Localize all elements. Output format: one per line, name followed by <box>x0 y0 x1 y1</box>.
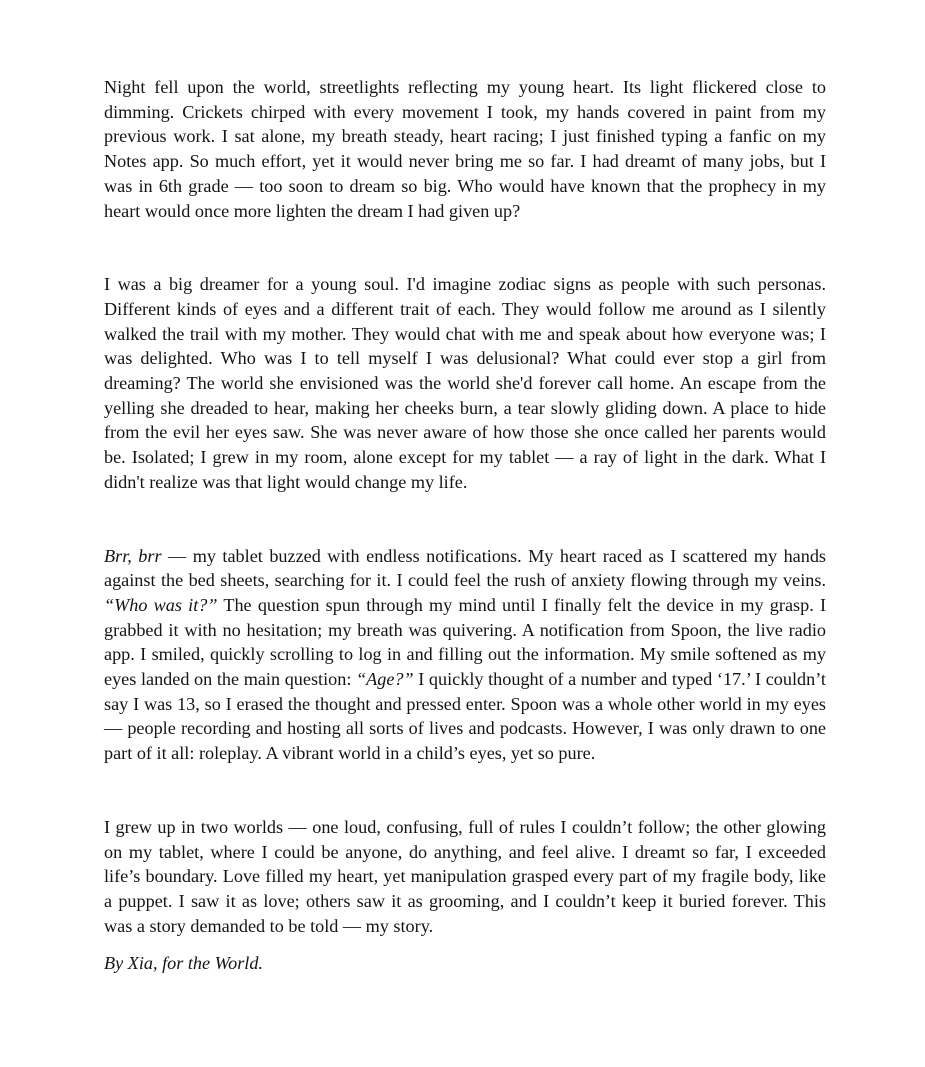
italic-phrase-brr: Brr, brr <box>104 545 162 566</box>
paragraph-3-text-c: I quickly thought of a number and typed ‘17.’ I couldn’t say I was 13, so I erased the thought and pressed enter. Spoon was a whole other world in my eyes — people recording and hosting all sorts of lives and podcasts. However, I was only drawn to one part of it all: roleplay. A vibrant world in a child’s eyes, yet so pure. <box>104 669 826 764</box>
signature-text: By Xia, for the World. <box>104 953 263 974</box>
paragraph-3-text-a: — my tablet buzzed with endless notifications. My heart raced as I scattered my hands against the bed sheets, searching for it. I could feel the rush of anxiety flowing through my veins. <box>104 545 827 591</box>
paragraph-spacer <box>104 938 826 951</box>
paragraph-2: I was a big dreamer for a young soul. I'd imagine zodiac signs as people with such personas. Different kinds of eyes and a different trait of each. They would follow me around as I silently walked the trail with my mother. They would chat with me and speak about how everyone was; I was delighted. Who was I to tell myself I was delusional? What could ever stop a girl from dreaming? The world she envisioned was the world she'd forever call home. An escape from the yelling she dreaded to hear, making her cheeks burn, a tear slowly gliding down. A place to hide from the evil her eyes saw. She was never aware of how those she once called her parents would be. Isolated; I grew in my room, alone except for my tablet — a ray of light in the dark. What I didn't realize was that light would change my life. <box>104 274 826 492</box>
italic-phrase-who-was-it: “Who was it?” <box>104 594 218 615</box>
paragraph-spacer <box>104 223 826 272</box>
document-page <box>104 75 826 976</box>
paragraph-4: I grew up in two worlds — one loud, confusing, full of rules I couldn’t follow; the other glowing on my tablet, where I could be anyone, do anything, and feel alive. I dreamt so far, I exceeded life’s boundary. Love filled my heart, yet manipulation grasped every part of my fragile body, like a puppet. I saw it as love; others saw it as grooming, and I couldn’t keep it buried forever. This was a story demanded to be told — my story. <box>104 816 826 936</box>
paragraph-spacer <box>104 766 826 815</box>
paragraph-3-text-b: The question spun through my mind until I finally felt the device in my grasp. I grabbed it with no hesitation; my breath was quivering. A notification from Spoon, the live radio app. I smiled, quickly scrolling to log in and filling out the information. My smile softened as my eyes landed on the main question: <box>104 594 826 690</box>
paragraph-3 <box>104 544 826 766</box>
signature <box>104 951 826 976</box>
italic-phrase-age: “Age?” <box>356 669 414 690</box>
paragraph-1: Night fell upon the world, streetlights reflecting my young heart. Its light flickered close to dimming. Crickets chirped with every movement I took, my hands covered in paint from my previous work. I sat alone, my breath steady, heart racing; I just finished typing a fanfic on my Notes app. So much effort, yet it would never bring me so far. I had dreamt of many jobs, but I was in 6th grade — too soon to dream so big. Who would have known that the prophecy in my heart would once more lighten the dream I had given up? <box>104 77 826 221</box>
paragraph-spacer <box>104 495 826 544</box>
